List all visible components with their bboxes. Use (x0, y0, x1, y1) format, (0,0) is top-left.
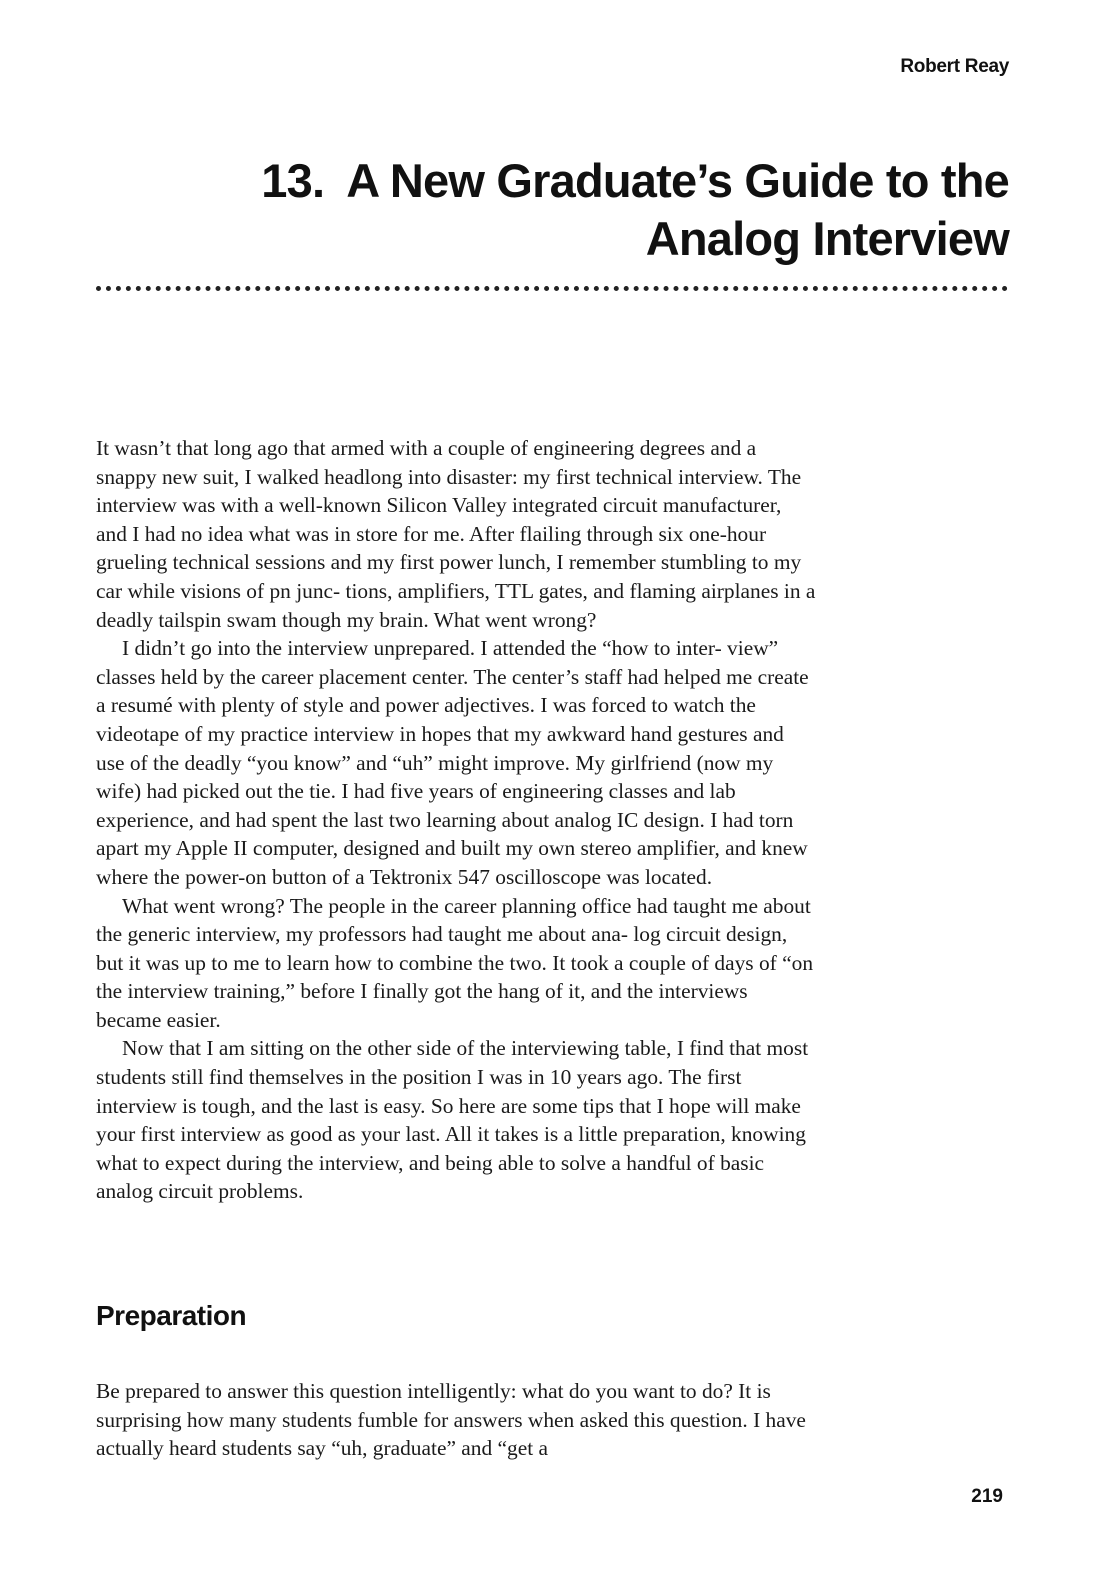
title-dotted-divider (96, 286, 1008, 291)
chapter-number: 13. (261, 154, 325, 207)
chapter-title (189, 152, 1009, 268)
body-paragraph-1: It wasn’t that long ago that armed with a couple of engineering degrees and a snappy new suit, I walked headlong into disaster: my first technical interview. The interview was with a well-known Silicon Valley integrated circuit manufacturer, and I had no idea what was in store for me. After flailing through six one-hour grueling technical sessions and my first power lunch, I remember stumbling to my car while visions of pn junc- tions, amplifiers, TTL gates, and flaming airplanes in a deadly tailspin swam though my brain. What went wrong? (96, 436, 816, 632)
preparation-body (96, 1377, 816, 1463)
chapter-body (96, 434, 816, 1206)
running-header-author: Robert Reay (900, 56, 1009, 77)
chapter-title-line2: Analog Interview (645, 212, 1009, 265)
page-number: 219 (971, 1486, 1003, 1507)
body-paragraph-2: I didn’t go into the interview unprepared. I attended the “how to inter- view” classes held by the career placement center. The center’s staff had helped me create a resumé with plenty of style and power adjectives. I was forced to watch the videotape of my practice interview in hopes that my awkward hand gestures and use of the deadly “you know” and “uh” might improve. My girlfriend (now my wife) had picked out the tie. I had five years of engineering classes and lab experience, and had spent the last two learning about analog IC design. I had torn apart my Apple II computer, designed and built my own stereo amplifier, and knew where the power-on button of a Tektronix 547 oscilloscope was located. (96, 636, 809, 889)
section-heading-preparation: Preparation (96, 1300, 247, 1331)
preparation-paragraph: Be prepared to answer this question intelligently: what do you want to do? It is surprising how many students fumble for answers when asked this question. I have actually heard students say “uh, graduate” and “get a (96, 1379, 806, 1461)
chapter-title-line1: A New Graduate’s Guide to the (346, 154, 1009, 207)
body-paragraph-3: What went wrong? The people in the career planning office had taught me about the generic interview, my professors had taught me about ana- log circuit design, but it was up to me to learn how to combine the two. It took a couple of days of “on the interview training,” before I finally got the hang of it, and the interviews became easier. (96, 893, 814, 1032)
body-paragraph-4: Now that I am sitting on the other side of the interviewing table, I find that most students still find themselves in the position I was in 10 years ago. The first interview is tough, and the last is easy. So here are some tips that I hope will make your first interview as good as your last. All it takes is a little preparation, knowing what to expect during the interview, and being able to solve a handful of basic analog circuit problems. (96, 1036, 809, 1204)
